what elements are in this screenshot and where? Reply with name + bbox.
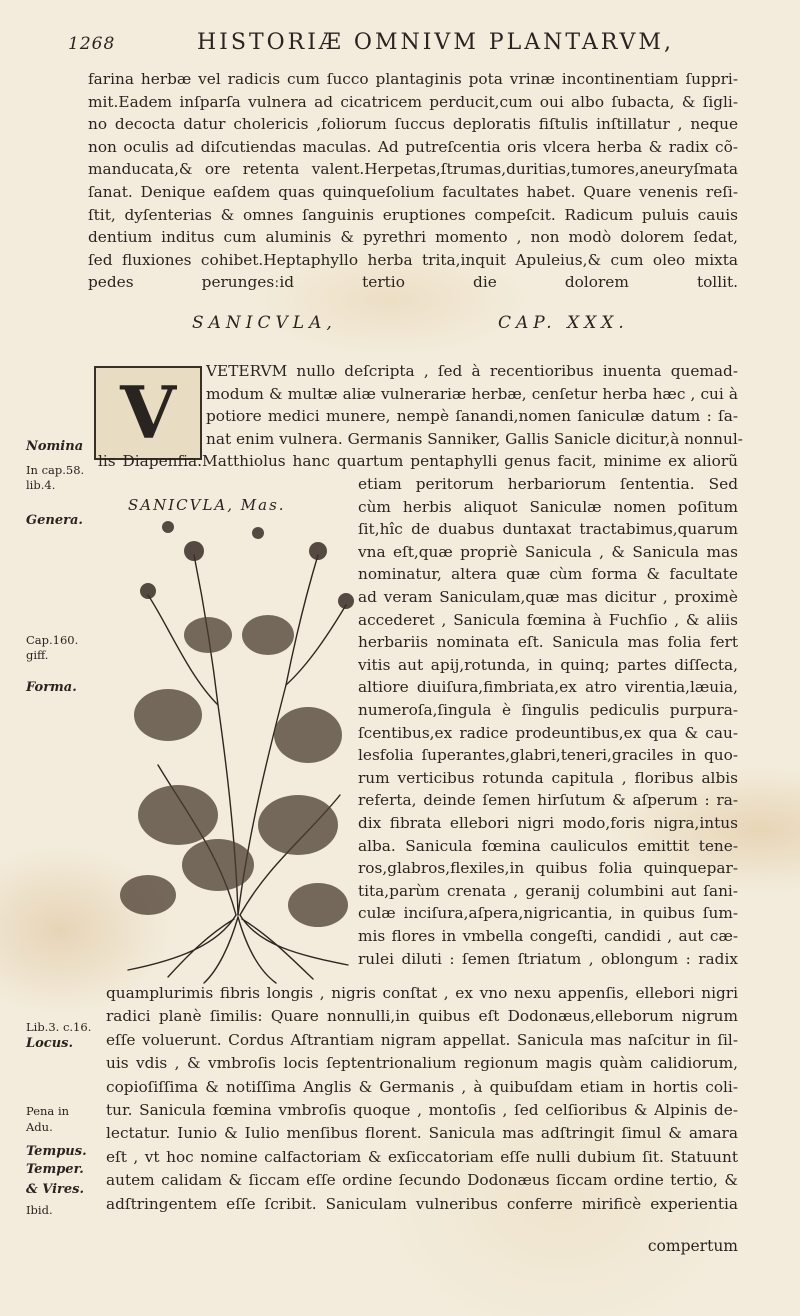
margin-note: Adu.: [26, 1120, 53, 1134]
chapter-number: CAP. XXX.: [498, 313, 629, 333]
body-line: eſſe voluerunt. Cordus Aſtrantiam nigram appellat. Sanicula mas naſcitur in ſil-: [106, 1030, 738, 1049]
chapter-body-line: numeroſa,ſingula è ſingulis pediculis purpura-: [358, 701, 738, 719]
chapter-body-line: potiore medici munere, nempè ſanandi,nomen ſaniculæ datum : ſa-: [206, 407, 738, 426]
chapter-body-line: accederet , Sanicula fœmina à Fuchſio , & aliis: [358, 610, 738, 629]
chapter-body-line: tita,parùm crenata , geranij columbini aut ſani-: [358, 881, 738, 900]
margin-note: Nomina: [26, 439, 84, 454]
body-line: quamplurimis fibris longis , nigris conſtat , ex vno nexu appenſis, ellebori nigri: [106, 984, 738, 1002]
chapter-body-line: dix fibrata ellebori nigri modo,foris nigra,intus: [358, 814, 738, 832]
drop-cap-letter: V: [120, 370, 176, 455]
body-line: pedes perungesːid tertio die dolorem tollit.: [88, 273, 738, 292]
body-line: radici planè ſimilis: Quare nonnulli,in quibus eſt Dodonæus,elleborum nigrum: [106, 1007, 738, 1026]
chapter-body-line: herbariis nominata eſt. Sanicula mas folia fert: [358, 633, 738, 652]
sanicula-plant-woodcut: [108, 515, 358, 985]
chapter-body-line: nat enim vulnera. Germanis Sanniker, Gallis Sanicle dicitur,à nonnul-: [206, 429, 743, 448]
chapter-body-line: referta, deinde ſemen hirſutum & aſperum : ra-: [358, 791, 738, 810]
margin-note: Genera.: [26, 513, 83, 528]
chapter-title: SANICVLA,: [192, 313, 337, 333]
chapter-body-line: alba. Sanicula fœmina cauliculos emittit tene-: [358, 836, 738, 855]
body-line: no decocta datur cholericis ,foliorum ſuccus deploratis fiſtulis inſtillatur , neque: [88, 115, 738, 134]
decorated-initial: [94, 366, 202, 460]
chapter-body-line: etiam peritorum herbariorum ſententia. Sed: [358, 475, 738, 493]
chapter-body-line: nominatur, altera quæ cùm forma & facultate: [358, 565, 738, 584]
margin-note: Temper.: [26, 1162, 84, 1177]
page-number: 1268: [68, 34, 116, 54]
body-line: manducata,& ore retenta valent.Herpetas,ſtrumas,duritias,tumores,aneuryſmata: [88, 160, 738, 179]
margin-note: lib.4.: [26, 478, 56, 492]
margin-note: Lib.3. c.16.: [26, 1020, 92, 1034]
body-line: autem calidam & ſiccam eſſe ordine ſecundo Dodonæus ſiccam ordine tertio, &: [106, 1171, 738, 1190]
catchword: compertum: [647, 1237, 738, 1255]
body-line: ſtit, dyſenterias & omnes ſanguinis eruptiones compeſcit. Radicum puluis cauis: [88, 205, 738, 224]
chapter-body-line: cùm herbis aliquot Saniculæ nomen poſitum: [358, 497, 738, 516]
chapter-body-line: modum & multæ aliæ vulnerariæ herbæ, cenſetur herba hæc , cui à: [206, 384, 738, 403]
chapter-body-line: mis flores in vmbella congeſti, candidi , aut cæ-: [358, 927, 738, 945]
body-line: lectatur. Iunio & Iulio menſibus florent. Sanicula mas adſtringit ſimul & amara: [106, 1124, 738, 1143]
chapter-body-line: culæ inciſura,aſpera,nigricantia, in quibus ſum-: [358, 904, 738, 923]
body-line: uis vdis , & vmbroſis locis ſeptentrionalium regionum magis quàm calidiorum,: [106, 1054, 738, 1073]
chapter-body-line: VETERVM nullo deſcripta , ſed à recentioribus inuenta quemad-: [206, 362, 738, 380]
body-line: copioſiſſima & notiſſima Anglis & Germanis , à quibuſdam etiam in hortis coli-: [106, 1077, 738, 1096]
margin-note: In cap.58.: [26, 463, 85, 477]
chapter-body-line: rulei diluti : ſemen ſtriatum , oblongum : radix: [358, 949, 738, 968]
margin-note: Cap.160.: [26, 633, 79, 647]
figure-caption: SANICVLA, Mas.: [128, 496, 286, 514]
chapter-body-line: lis Diapenſia.Matthiolus hanc quartum pentaphylli genus facit, minime ex aliorũ: [98, 452, 738, 471]
body-line: dentium inditus cum aluminis & pyrethri momento , non modò dolorem ſedat,: [88, 228, 738, 247]
body-line: tur. Sanicula fœmina vmbroſis quoque , montoſis , ſed celſioribus & Alpinis de-: [106, 1101, 738, 1119]
body-line: ſed fluxiones cohibet.Heptaphyllo herba trita,inquit Apuleius,& cum oleo mixta: [88, 250, 738, 269]
chapter-body-line: altiore diuiſura,fimbriata,ex atro virentia,læuia,: [358, 678, 738, 697]
running-header: [68, 30, 738, 62]
chapter-body-line: ad veram Saniculam,quæ mas dicitur , proximè: [358, 588, 738, 606]
body-line: adſtringentem eſſe ſcribit. Saniculam vulneribus conferre mirificè experientia: [106, 1194, 738, 1213]
body-line: ſanat. Denique eaſdem quas quinqueſolium facultates habet. Quare venenis reſi-: [88, 183, 738, 201]
body-line: eſt , vt hoc nomine calfactoriam & exſiccatoriam eſſe nulli dubium ſit. Statuunt: [106, 1147, 738, 1166]
margin-note: giff.: [26, 648, 49, 662]
body-line: mit.Eadem inſparſa vulnera ad cicatricem perducit,cum oui albo ſubacta, & ſigli-: [88, 92, 738, 111]
chapter-body-line: lesfolia ſuperantes,glabri,teneri,graciles in quo-: [358, 746, 738, 765]
running-title: HISTORIÆ OMNIVM PLANTARVM,: [197, 30, 674, 55]
margin-note: Locus.: [26, 1036, 74, 1051]
chapter-body-line: ſit,hîc de duabus duntaxat tractabimus,quarum: [358, 520, 738, 539]
chapter-body-line: rum verticibus rotunda capitula , floribus albis: [358, 768, 738, 787]
margin-note: Tempus.: [26, 1144, 87, 1159]
body-line: non oculis ad diſcutiendas maculas. Ad putreſcentia oris vlcera herba & radix cõ-: [88, 137, 738, 156]
margin-note: Ibid.: [26, 1203, 53, 1217]
chapter-body-line: ſcentibus,ex radice prodeuntibus,ex qua & cau-: [358, 723, 738, 742]
margin-note: Forma.: [26, 680, 77, 695]
margin-note: & Vires.: [26, 1182, 85, 1197]
chapter-body-line: vitis aut apij,rotunda, in quinq; partes diſſecta,: [358, 655, 738, 674]
margin-note: Pena in: [26, 1104, 70, 1118]
body-line: farina herbæ vel radicis cum ſucco plantaginis pota vrinæ incontinentiam ſuppri-: [88, 70, 738, 88]
chapter-body-line: vna eſt,quæ propriè Sanicula , & Sanicula mas: [358, 542, 738, 561]
chapter-body-line: ros,glabros,flexiles,in quibus folia quinquepar-: [358, 859, 738, 878]
